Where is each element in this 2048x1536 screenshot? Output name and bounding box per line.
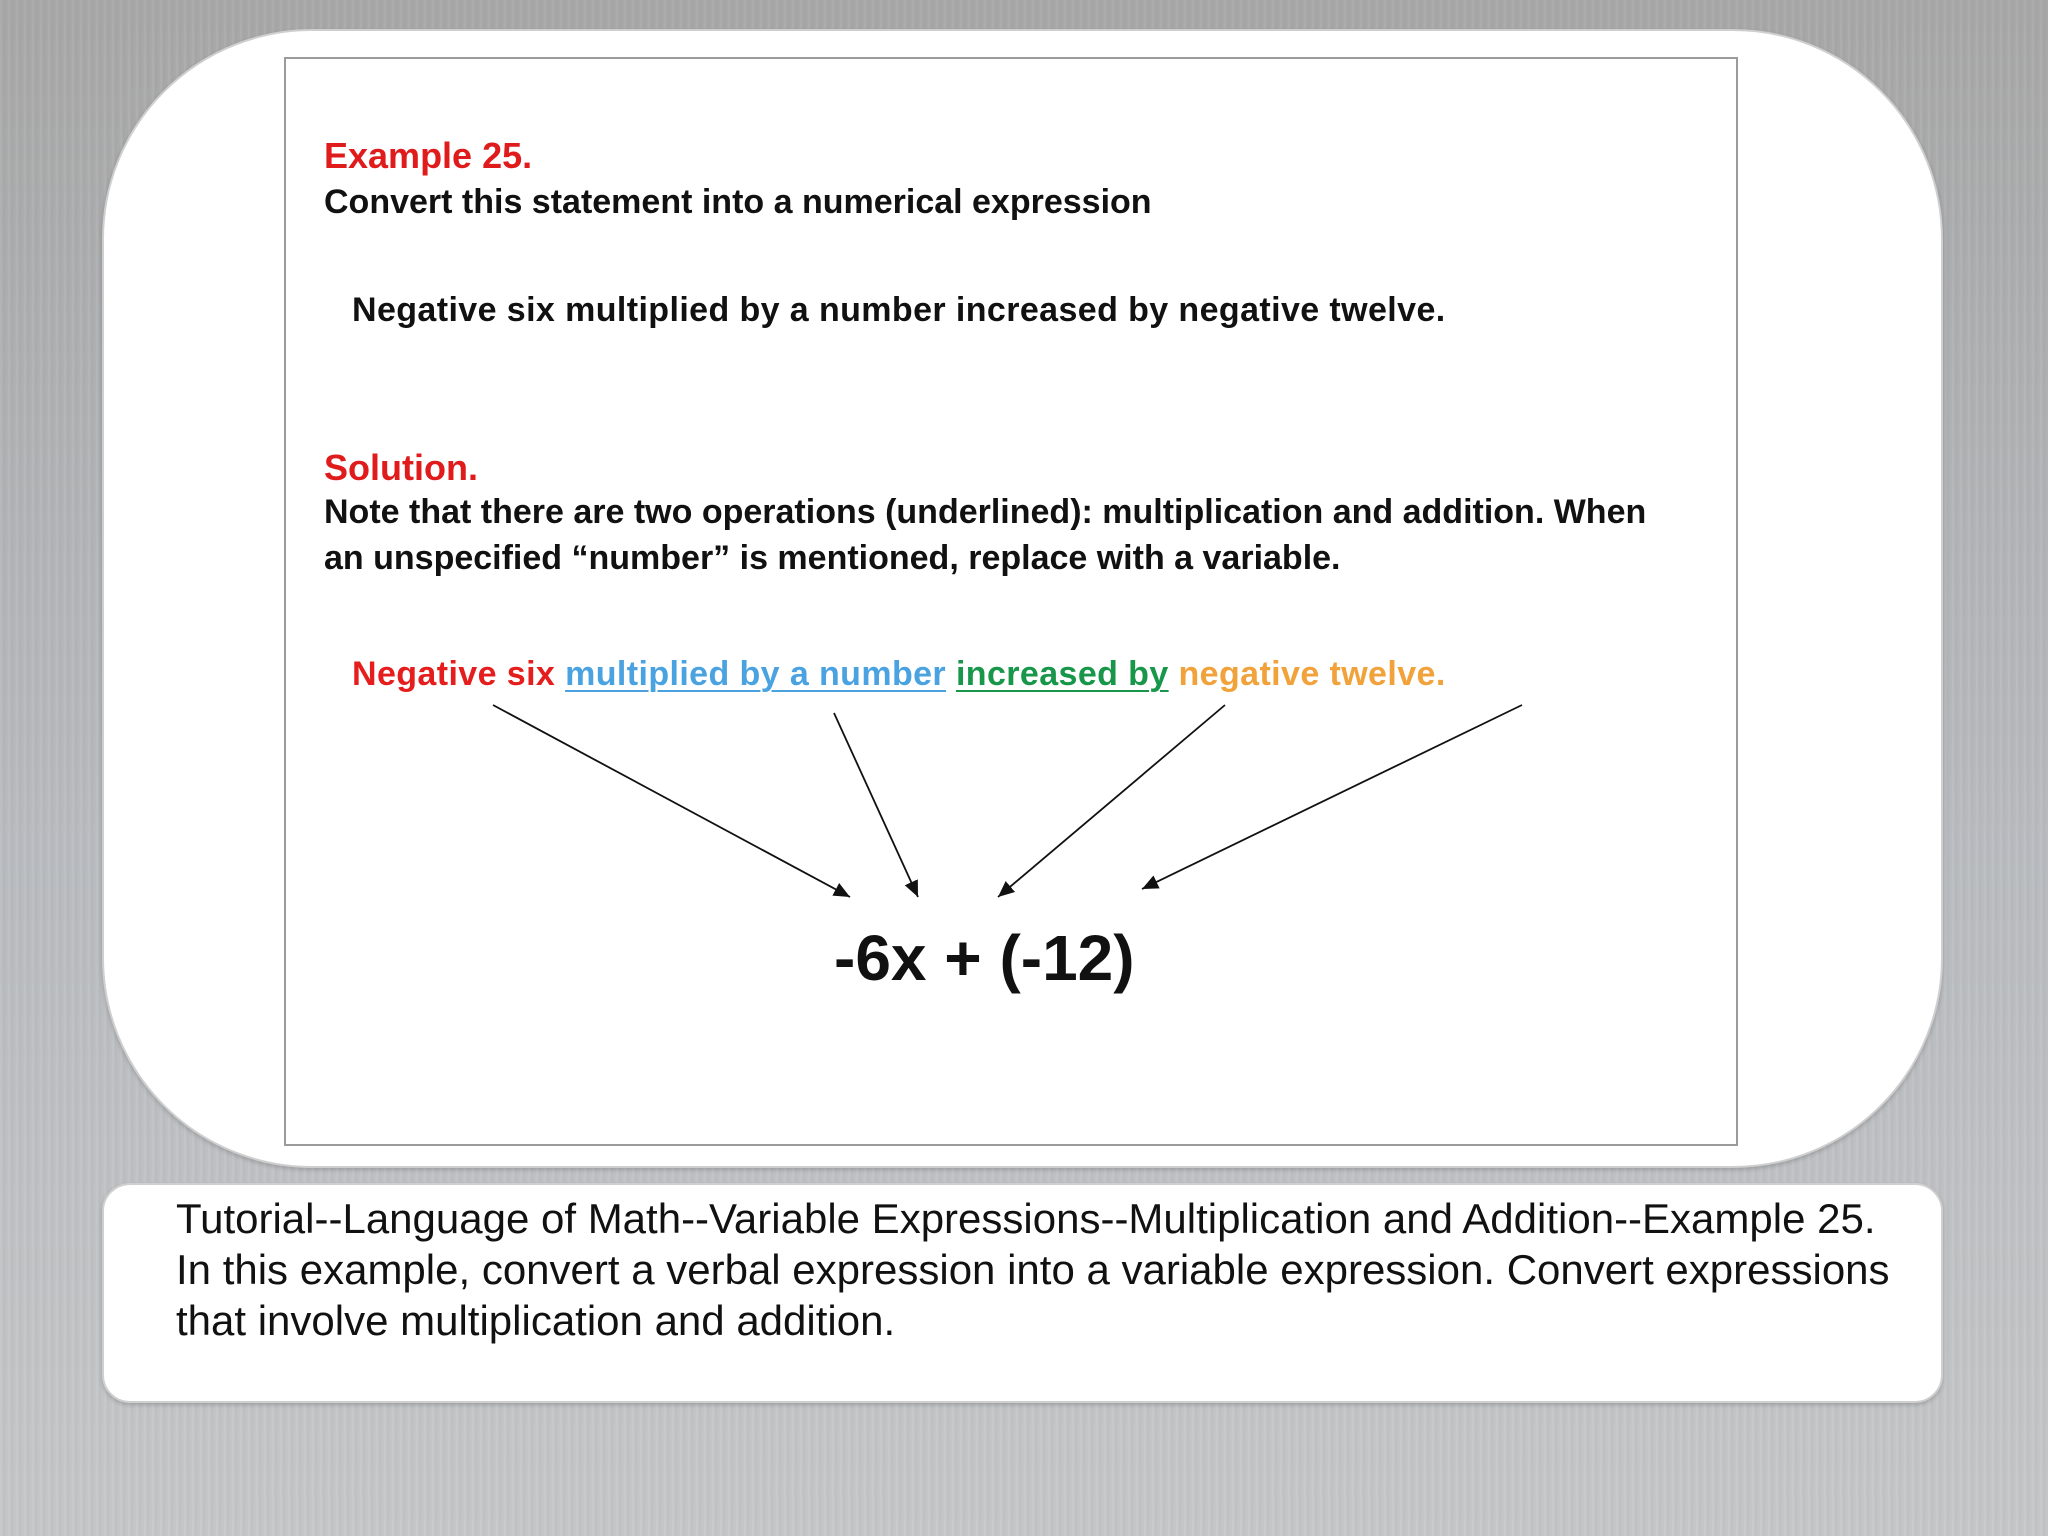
arrow-negative-twelve bbox=[1142, 705, 1522, 889]
segment-increased-by: increased by bbox=[955, 655, 1169, 693]
colored-statement bbox=[352, 655, 1446, 694]
solution-label: Solution. bbox=[324, 447, 478, 488]
caption-box bbox=[102, 1183, 1943, 1403]
caption-text: Tutorial--Language of Math--Variable Expressions--Multiplication and Addition--Example 25. In this example, convert a verbal expression into a variable expression. Convert expressions that involve multiplication and addition. bbox=[176, 1195, 1890, 1344]
instruction-text: Convert this statement into a numerical expression bbox=[324, 183, 1152, 221]
arrow-negative-six bbox=[493, 705, 850, 897]
segment-negative-six: Negative six bbox=[352, 655, 556, 693]
solution-note: Note that there are two operations (underlined): multiplication and addition. When an unspecified “number” is mentioned, replace with a variable. bbox=[324, 493, 1647, 577]
example-label: Example 25. bbox=[324, 135, 533, 176]
segment-negative-twelve: negative twelve. bbox=[1178, 655, 1446, 693]
math-slide bbox=[284, 57, 1738, 1146]
verbal-statement: Negative six multiplied by a number increased by negative twelve. bbox=[352, 291, 1446, 329]
segment-multiplied-by-a-number: multiplied by a number bbox=[565, 655, 947, 693]
result-expression: -6x + (-12) bbox=[834, 922, 1135, 994]
arrow-multiplied bbox=[834, 713, 918, 897]
arrow-increased bbox=[998, 705, 1225, 897]
